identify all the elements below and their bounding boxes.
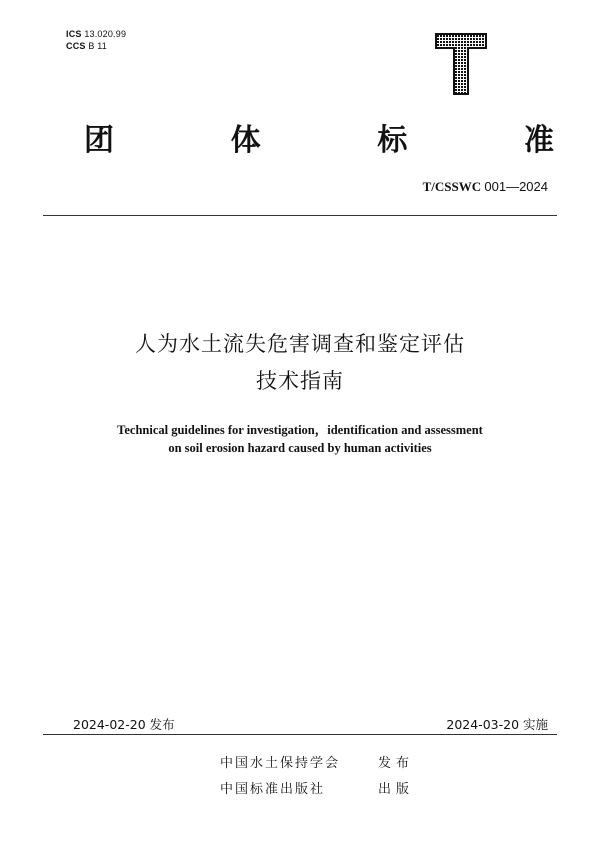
issuer-action: 发布 xyxy=(378,756,415,771)
header-divider xyxy=(43,215,557,216)
printer-action: 出版 xyxy=(378,782,415,797)
title-chinese-line-2: 技术指南 xyxy=(256,369,344,393)
footer-divider xyxy=(43,734,557,735)
issuer-name: 中国水土保持学会 xyxy=(220,756,341,771)
standard-code-prefix: T/CSSWC xyxy=(422,179,482,194)
issue-date: 2024-02-20 发布 xyxy=(73,717,175,732)
standard-code xyxy=(423,179,548,195)
ics-label: ICS xyxy=(66,29,82,39)
ics-code xyxy=(66,29,126,39)
kind-char-3: 标 xyxy=(377,123,408,158)
standard-code-number: 001—2024 xyxy=(484,179,548,194)
kind-char-2: 体 xyxy=(230,123,261,158)
implementation-date: 2024-03-20 实施 xyxy=(446,717,548,732)
ccs-value: B 11 xyxy=(88,41,107,51)
title-english-line-1: Technical guidelines for investigation，identification and assessment xyxy=(117,423,483,437)
ccs-code xyxy=(66,41,107,51)
document-kind-heading xyxy=(84,124,554,158)
printer-name: 中国标准出版社 xyxy=(220,782,326,797)
title-chinese-line-1: 人为水土流失危害调查和鉴定评估 xyxy=(135,332,465,356)
ccs-label: CCS xyxy=(66,41,86,51)
t-logo-mark xyxy=(434,32,488,96)
kind-char-1: 团 xyxy=(84,123,114,158)
ics-value: 13.020.99 xyxy=(84,29,127,39)
kind-char-4: 准 xyxy=(523,123,554,158)
title-english-line-2: on soil erosion hazard caused by human activities xyxy=(168,441,432,455)
